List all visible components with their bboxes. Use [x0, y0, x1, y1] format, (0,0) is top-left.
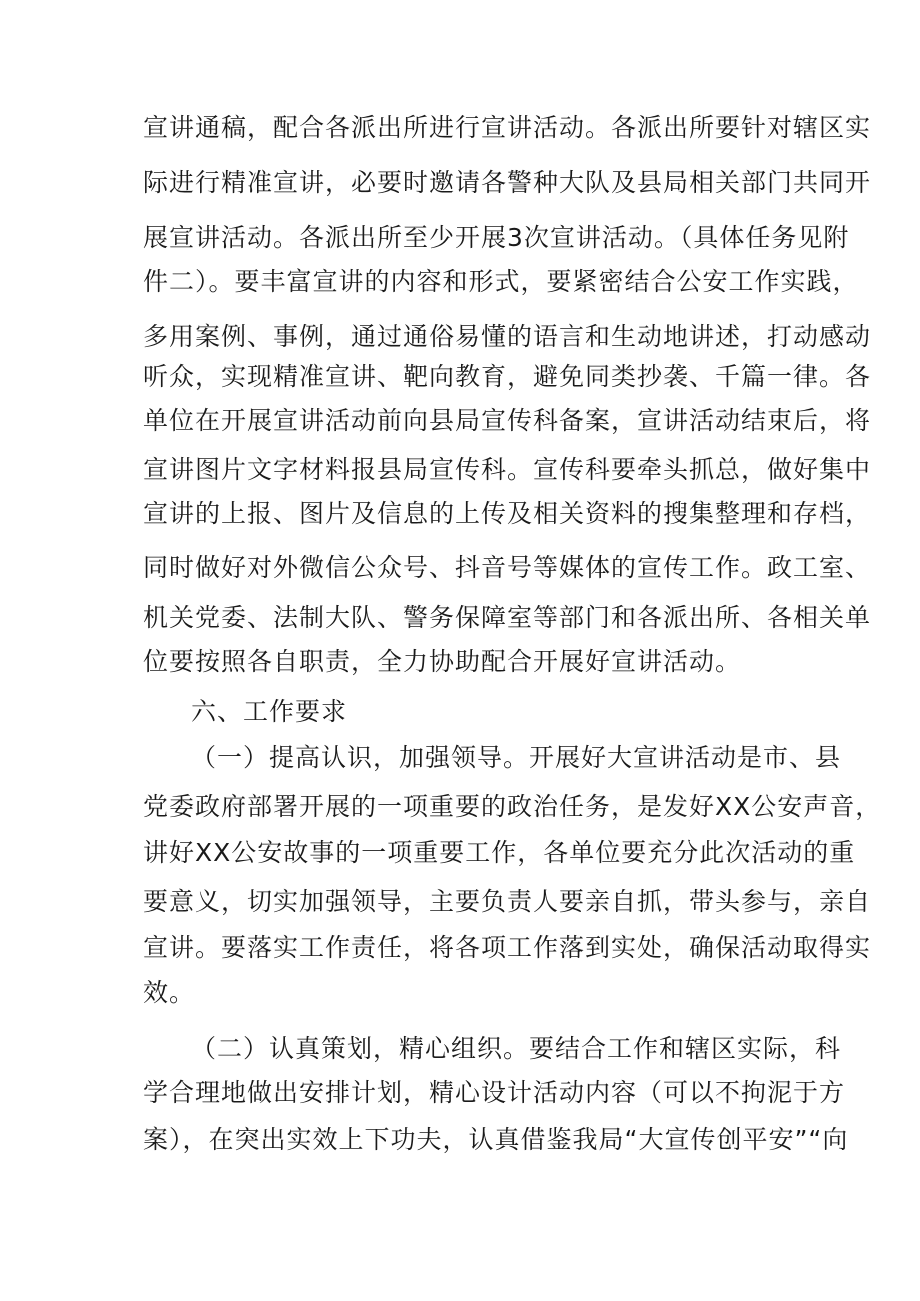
paragraph-first-line: （二）认真策划，精心组织。要结合工作和辖区实际，科 — [191, 1034, 842, 1063]
body-line: 机关党委、法制大队、警务保障室等部门和各派出所、各相关单 — [143, 603, 872, 632]
body-line: 讲好XX公安故事的一项重要工作，各单位要充分此次活动的重 — [143, 838, 856, 867]
body-line: 效。 — [143, 978, 196, 1007]
paragraph-first-line: （一）提高认识，加强领导。开展好大宣讲活动是市、县 — [191, 743, 842, 772]
body-line: 件二）。要丰富宣讲的内容和形式，要紧密结合公安工作实践， — [143, 267, 859, 296]
body-line: 案），在突出实效上下功夫，认真借鉴我局“大宣传创平安”“向 — [143, 1125, 849, 1154]
body-line: 宣讲的上报、图片及信息的上传及相关资料的搜集整理和存档， — [143, 499, 872, 528]
body-line: 宣讲通稿，配合各派出所进行宣讲活动。各派出所要针对辖区实 — [143, 113, 872, 142]
body-line: 际进行精准宣讲，必要时邀请各警种大队及县局相关部门共同开 — [143, 168, 872, 197]
body-line: 展宣讲活动。各派出所至少开展3次宣讲活动。（具体任务见附 — [143, 223, 850, 252]
body-line: 学合理地做出安排计划，精心设计活动内容（可以不拘泥于方 — [143, 1078, 846, 1107]
body-line: 多用案例、事例，通过通俗易懂的语言和生动地讲述，打动感动 — [143, 322, 872, 351]
body-line: 要意义，切实加强领导，主要负责人要亲自抓，带头参与，亲自 — [143, 887, 872, 916]
body-line: 党委政府部署开展的一项重要的政治任务，是发好XX公安声音， — [143, 792, 882, 821]
body-line: 位要按照各自职责，全力协助配合开展好宣讲活动。 — [143, 647, 742, 676]
body-line: 宣讲。要落实工作责任，将各项工作落到实处，确保活动取得实 — [143, 933, 872, 962]
section-heading: 六、工作要求 — [191, 697, 348, 726]
body-line: 宣讲图片文字材料报县局宣传科。宣传科要牵头抓总，做好集中 — [143, 455, 872, 484]
body-line: 同时做好对外微信公众号、抖音号等媒体的宣传工作。政工室、 — [143, 553, 872, 582]
body-line: 单位在开展宣讲活动前向县局宣传科备案，宣讲活动结束后，将 — [143, 406, 872, 435]
body-line: 听众，实现精准宣讲、靶向教育，避免同类抄袭、千篇一律。各 — [143, 362, 872, 391]
